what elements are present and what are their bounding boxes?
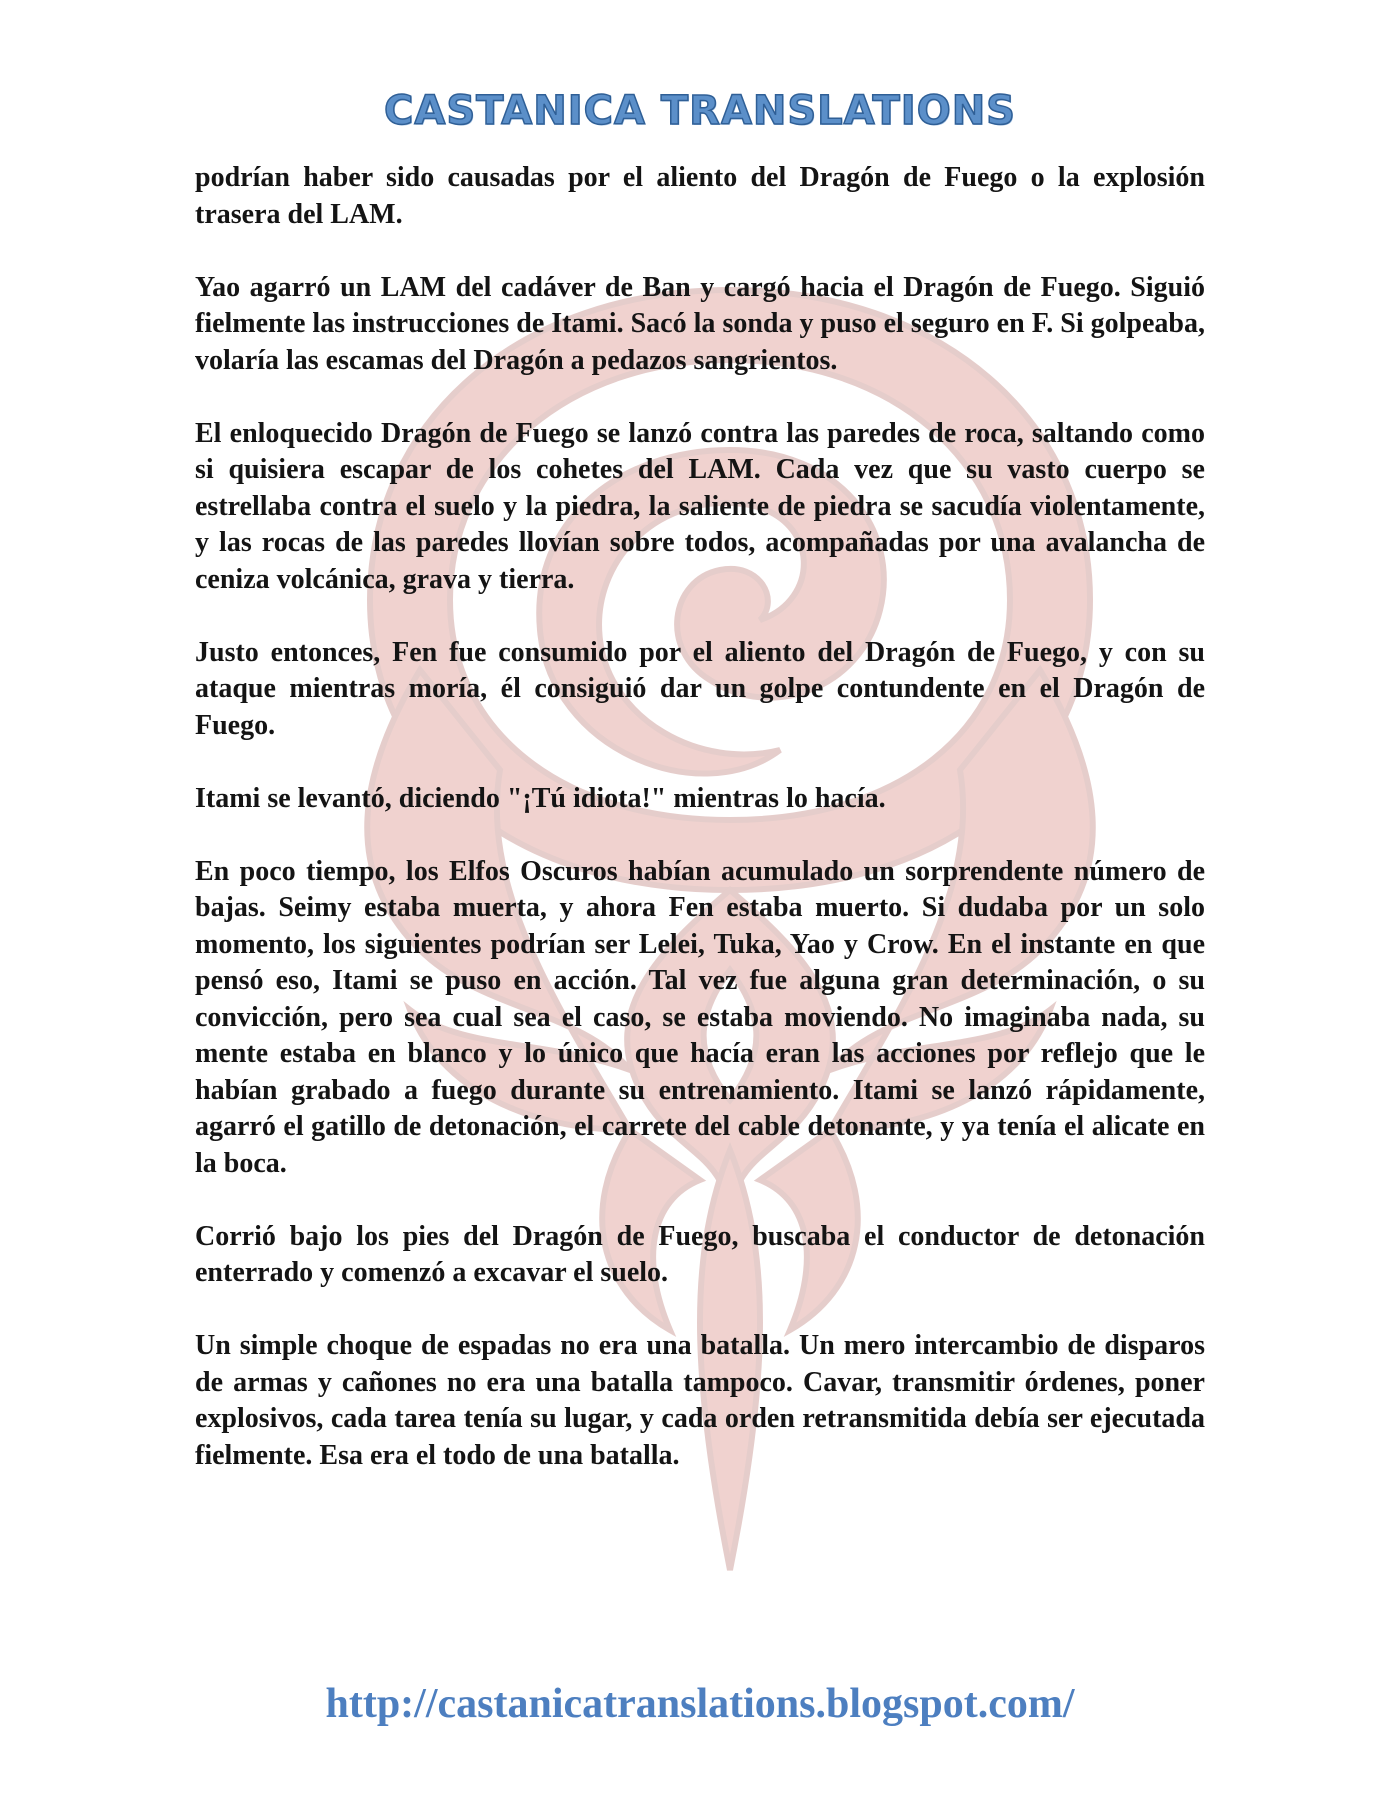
paragraph: podrían haber sido causadas por el aliento del Dragón de Fuego o la explosión trasera del LAM. (195, 162, 1205, 230)
paragraph: Yao agarró un LAM del cadáver de Ban y cargó hacia el Dragón de Fuego. Siguió fielmente las instrucciones de Itami. Sacó la sonda y puso el seguro en F. Si golpeaba, volaría las escamas del Dragón a pedazos sangrientos. (195, 271, 1205, 376)
paragraph: El enloquecido Dragón de Fuego se lanzó contra las paredes de roca, saltando como si quisiera escapar de los cohetes del LAM. Cada vez que su vasto cuerpo se estrellaba contra el suelo y la piedra, la saliente de piedra se sacudía violentamente, y las rocas de las paredes llovían sobre todos, acompañadas por una avalancha de ceniza volcánica, grava y tierra. (195, 417, 1205, 595)
document-body (195, 160, 1205, 1511)
footer-blog-link[interactable]: http://castanicatranslations.blogspot.com/ (325, 1681, 1075, 1727)
paragraph: En poco tiempo, los Elfos Oscuros habían acumulado un sorprendente número de bajas. Seimy estaba muerta, y ahora Fen estaba muerto. Si dudaba por un solo momento, los siguientes podrían ser Lelei, Tuka, Yao y Crow. En el instante en que pensó eso, Itami se puso en acción. Tal vez fue alguna gran determinación, o su convicción, pero sea cual sea el caso, se estaba moviendo. No imaginaba nada, su mente estaba en blanco y lo único que hacía eran las acciones por reflejo que le habían grabado a fuego durante su entrenamiento. Itami se lanzó rápidamente, agarró el gatillo de detonación, el carrete del cable detonante, y ya tenía el alicate en la boca. (195, 855, 1205, 1179)
paragraph: Itami se levantó, diciendo "¡Tú idiota!" mientras lo hacía. (195, 782, 886, 814)
paragraph: Corrió bajo los pies del Dragón de Fuego, buscaba el conductor de detonación enterrado y comenzó a excavar el suelo. (195, 1220, 1205, 1288)
paragraph: Un simple choque de espadas no era una batalla. Un mero intercambio de disparos de armas y cañones no era una batalla tampoco. Cavar, transmitir órdenes, poner explosivos, cada tarea tenía su lugar, y cada orden retransmitida debía ser ejecutada fielmente. Esa era el todo de una batalla. (195, 1330, 1205, 1471)
paragraph: Justo entonces, Fen fue consumido por el aliento del Dragón de Fuego, y con su ataque mientras moría, él consiguió dar un golpe contundente en el Dragón de Fuego. (195, 636, 1205, 741)
page-header-title: CASTANICA TRANSLATIONS (384, 88, 1016, 134)
